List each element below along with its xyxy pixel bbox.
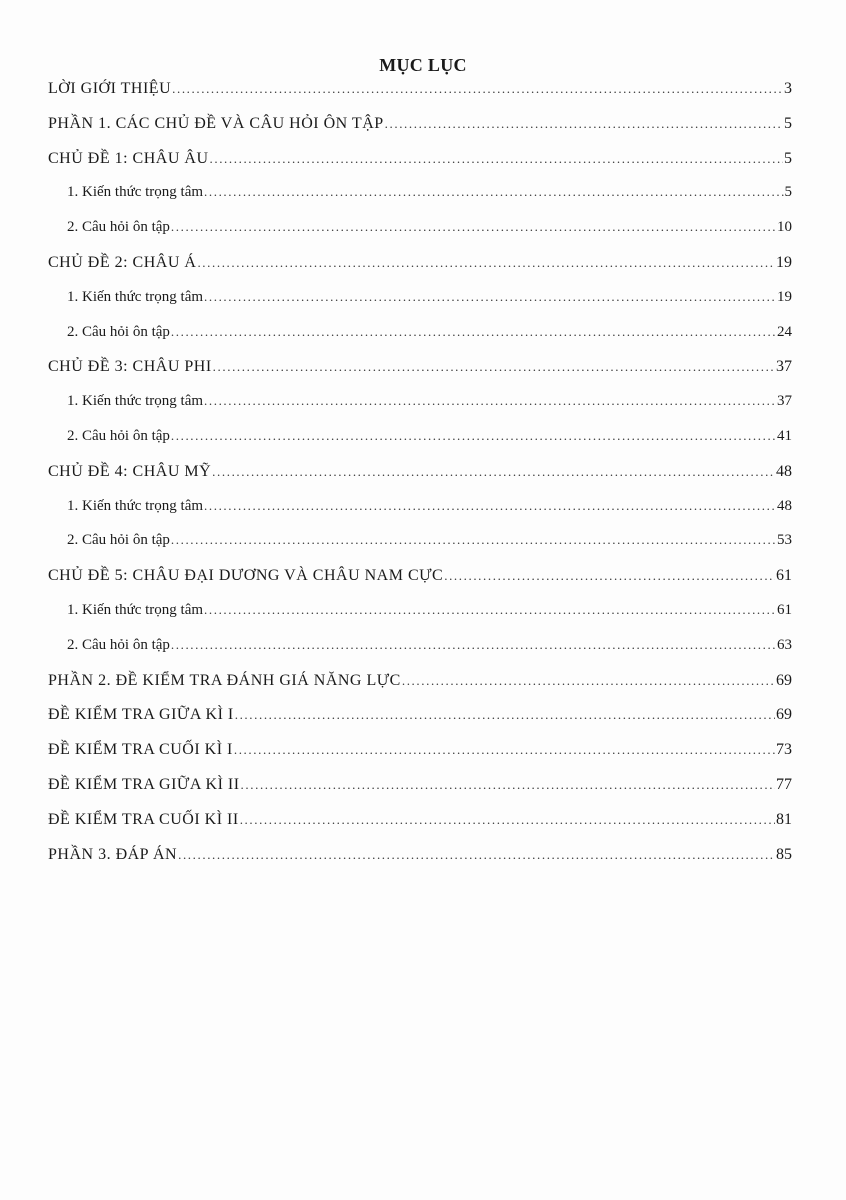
toc-entry[interactable]	[48, 289, 792, 324]
dot-leader	[235, 707, 775, 723]
toc-entry[interactable]	[48, 811, 792, 846]
toc-entry-page-number: 61	[777, 601, 792, 618]
table-of-contents	[48, 80, 792, 880]
toc-entry-page-number: 63	[777, 636, 792, 653]
toc-entry[interactable]	[48, 498, 792, 533]
toc-entry[interactable]	[48, 846, 792, 881]
toc-entry-label: 1. Kiến thức trọng tâm	[67, 288, 204, 305]
toc-entry-page-number: 77	[776, 775, 792, 793]
toc-entry[interactable]	[48, 184, 792, 219]
toc-entry-page-number: 19	[777, 288, 792, 305]
toc-entry[interactable]	[48, 393, 792, 428]
toc-entry-label: ĐỀ KIỂM TRA GIỮA KÌ II	[48, 775, 240, 793]
toc-entry-label: 2. Câu hỏi ôn tập	[67, 532, 170, 549]
dot-leader	[171, 637, 776, 653]
page-title: MỤC LỤC	[379, 55, 467, 75]
toc-entry-label: ĐỀ KIỂM TRA GIỮA KÌ I	[48, 706, 234, 724]
toc-entry-page-number: 61	[776, 567, 792, 585]
toc-entry[interactable]	[48, 254, 792, 289]
toc-entry[interactable]	[48, 567, 792, 602]
toc-entry-page-number: 48	[777, 497, 792, 514]
toc-entry-page-number: 53	[777, 532, 792, 549]
toc-entry[interactable]	[48, 358, 792, 393]
dot-leader	[171, 219, 776, 235]
toc-entry-label: CHỦ ĐỀ 3: CHÂU PHI	[48, 358, 212, 376]
toc-entry-label: PHẦN 1. CÁC CHỦ ĐỀ VÀ CÂU HỎI ÔN TẬP	[48, 114, 384, 132]
toc-entry[interactable]	[48, 150, 792, 185]
dot-leader	[204, 602, 776, 618]
dot-leader	[234, 742, 775, 758]
toc-entry[interactable]	[48, 219, 792, 254]
toc-entry-page-number: 48	[776, 462, 792, 480]
dot-leader	[204, 498, 776, 514]
dot-leader	[212, 464, 775, 480]
toc-entry-page-number: 41	[777, 427, 792, 444]
toc-entry[interactable]	[48, 706, 792, 741]
toc-entry[interactable]	[48, 532, 792, 567]
toc-entry[interactable]	[48, 602, 792, 637]
toc-entry-label: PHẦN 2. ĐỀ KIỂM TRA ĐÁNH GIÁ NĂNG LỰC	[48, 671, 401, 689]
toc-entry[interactable]	[48, 428, 792, 463]
dot-leader	[197, 255, 775, 271]
toc-entry-page-number: 5	[784, 184, 792, 201]
dot-leader	[240, 812, 775, 828]
dot-leader	[204, 393, 776, 409]
toc-entry-label: 2. Câu hỏi ôn tập	[67, 427, 170, 444]
dot-leader	[171, 428, 776, 444]
toc-entry-page-number: 69	[776, 671, 792, 689]
dot-leader	[210, 151, 784, 167]
toc-entry-label: ĐỀ KIỂM TRA CUỐI KÌ I	[48, 741, 233, 759]
toc-entry[interactable]	[48, 115, 792, 150]
toc-entry-label: 1. Kiến thức trọng tâm	[67, 393, 204, 410]
toc-entry[interactable]	[48, 637, 792, 672]
dot-leader	[171, 324, 776, 340]
toc-entry-page-number: 3	[784, 80, 792, 97]
toc-entry[interactable]	[48, 741, 792, 776]
dot-leader	[204, 289, 776, 305]
toc-entry-page-number: 37	[777, 393, 792, 410]
toc-entry-label: 2. Câu hỏi ôn tập	[67, 636, 170, 653]
toc-entry-label: 2. Câu hỏi ôn tập	[67, 323, 170, 340]
toc-entry-label: LỜI GIỚI THIỆU	[48, 80, 172, 97]
dot-leader	[402, 673, 775, 689]
dot-leader	[171, 532, 776, 548]
toc-entry[interactable]	[48, 776, 792, 811]
toc-entry[interactable]	[48, 80, 792, 115]
toc-entry[interactable]	[48, 324, 792, 359]
toc-entry-label: CHỦ ĐỀ 1: CHÂU ÂU	[48, 149, 209, 167]
toc-entry-label: PHẦN 3. ĐÁP ÁN	[48, 845, 178, 863]
toc-entry[interactable]	[48, 672, 792, 707]
dot-leader	[204, 184, 783, 200]
toc-entry-page-number: 5	[784, 114, 792, 132]
toc-entry-page-number: 24	[777, 323, 792, 340]
toc-entry-page-number: 5	[784, 149, 792, 167]
dot-leader	[172, 81, 783, 97]
toc-entry-label: 2. Câu hỏi ôn tập	[67, 219, 170, 236]
toc-entry-label: CHỦ ĐỀ 2: CHÂU Á	[48, 253, 197, 271]
toc-entry-page-number: 81	[776, 810, 792, 828]
toc-entry-label: 1. Kiến thức trọng tâm	[67, 184, 204, 201]
toc-entry-page-number: 69	[776, 706, 792, 724]
toc-entry-page-number: 85	[776, 845, 792, 863]
toc-entry-page-number: 73	[776, 741, 792, 759]
toc-entry-label: CHỦ ĐỀ 5: CHÂU ĐẠI DƯƠNG VÀ CHÂU NAM CỰC	[48, 567, 444, 585]
dot-leader	[444, 568, 775, 584]
toc-entry[interactable]	[48, 463, 792, 498]
toc-entry-page-number: 10	[777, 219, 792, 236]
dot-leader	[213, 359, 775, 375]
toc-entry-label: ĐỀ KIỂM TRA CUỐI KÌ II	[48, 810, 239, 828]
toc-entry-page-number: 19	[776, 253, 792, 271]
toc-entry-label: CHỦ ĐỀ 4: CHÂU MỸ	[48, 462, 212, 480]
dot-leader	[385, 116, 783, 132]
dot-leader	[241, 777, 775, 793]
dot-leader	[178, 847, 775, 863]
toc-entry-label: 1. Kiến thức trọng tâm	[67, 601, 204, 618]
toc-entry-page-number: 37	[776, 358, 792, 376]
toc-entry-label: 1. Kiến thức trọng tâm	[67, 497, 204, 514]
